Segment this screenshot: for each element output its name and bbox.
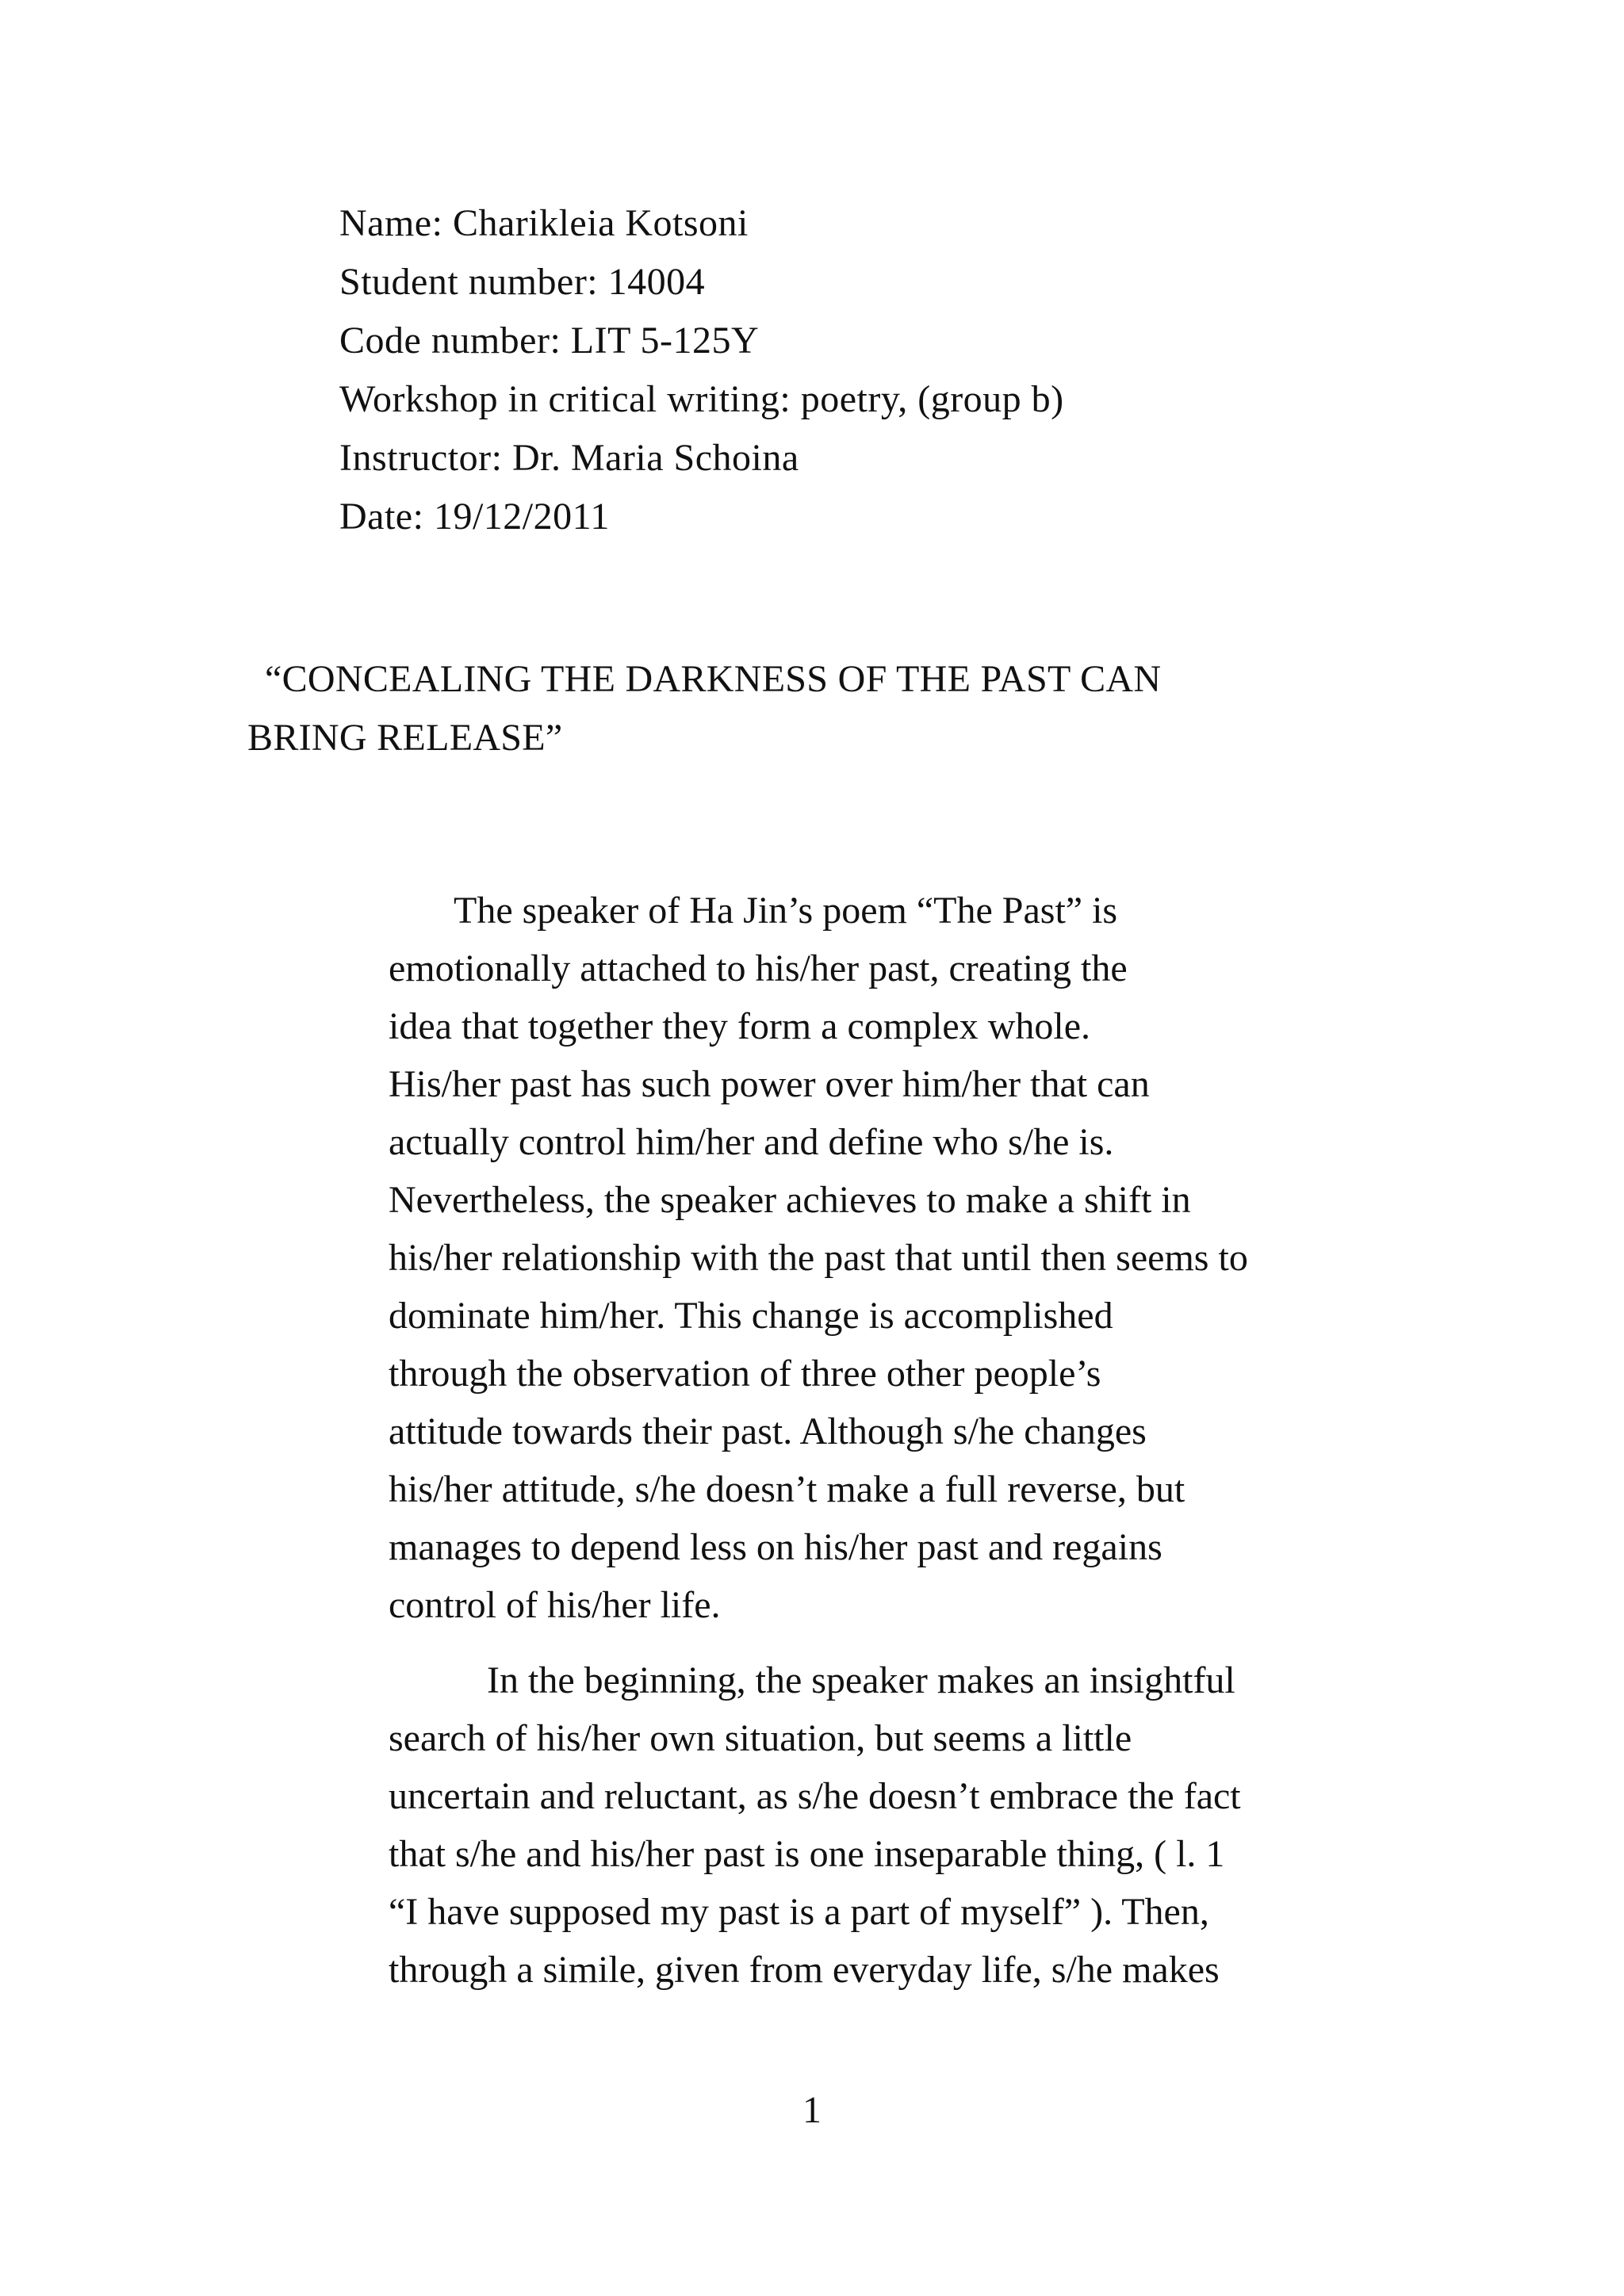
text-line: actually control him/her and define who s/he is. — [389, 1121, 1114, 1163]
text-line: attitude towards their past. Although s/he changes — [389, 1410, 1147, 1452]
text-line: emotionally attached to his/her past, creating the — [389, 947, 1128, 989]
text-line: his/her relationship with the past that until then seems to — [389, 1237, 1248, 1279]
text-line: control of his/her life. — [389, 1584, 721, 1626]
text-line: through the observation of three other people’s — [389, 1353, 1101, 1395]
paragraph — [389, 882, 1419, 1634]
code-number-line: Code number: LIT 5-125Y — [339, 320, 760, 362]
student-number-line: Student number: 14004 — [339, 261, 706, 303]
text-line: manages to depend less on his/her past and regains — [389, 1526, 1162, 1568]
text-line: His/her past has such power over him/her that can — [389, 1063, 1150, 1105]
text-line: The speaker of Ha Jin’s poem “The Past” is — [454, 890, 1118, 932]
title-line: BRING RELEASE” — [247, 717, 563, 759]
text-line: dominate him/her. This change is accomplished — [389, 1295, 1113, 1337]
student-info-header — [339, 194, 1370, 546]
text-line: his/her attitude, s/he doesn’t make a full reverse, but — [389, 1468, 1185, 1510]
title-line: “CONCEALING THE DARKNESS OF THE PAST CAN — [265, 658, 1162, 700]
text-line: uncertain and reluctant, as s/he doesn’t embrace the fact — [389, 1775, 1241, 1817]
essay-body — [389, 882, 1419, 1999]
text-line: through a simile, given from everyday life, s/he makes — [389, 1949, 1220, 1991]
text-line: idea that together they form a complex whole. — [389, 1005, 1091, 1047]
paragraph — [389, 1651, 1419, 1999]
instructor-line: Instructor: Dr. Maria Schoina — [339, 437, 799, 479]
name-line: Name: Charikleia Kotsoni — [339, 202, 749, 244]
essay-title — [247, 650, 1437, 767]
date-line: Date: 19/12/2011 — [339, 496, 610, 538]
text-line: that s/he and his/her past is one inseparable thing, ( l. 1 — [389, 1833, 1225, 1875]
text-line: search of his/her own situation, but seems a little — [389, 1717, 1132, 1759]
text-line: Nevertheless, the speaker achieves to make a shift in — [389, 1179, 1191, 1221]
page-number: 1 — [802, 2089, 822, 2131]
text-line: “I have supposed my past is a part of myself” ). Then, — [389, 1891, 1209, 1933]
workshop-line: Workshop in critical writing: poetry, (group b) — [339, 378, 1064, 420]
text-line: In the beginning, the speaker makes an insightful — [487, 1659, 1235, 1701]
